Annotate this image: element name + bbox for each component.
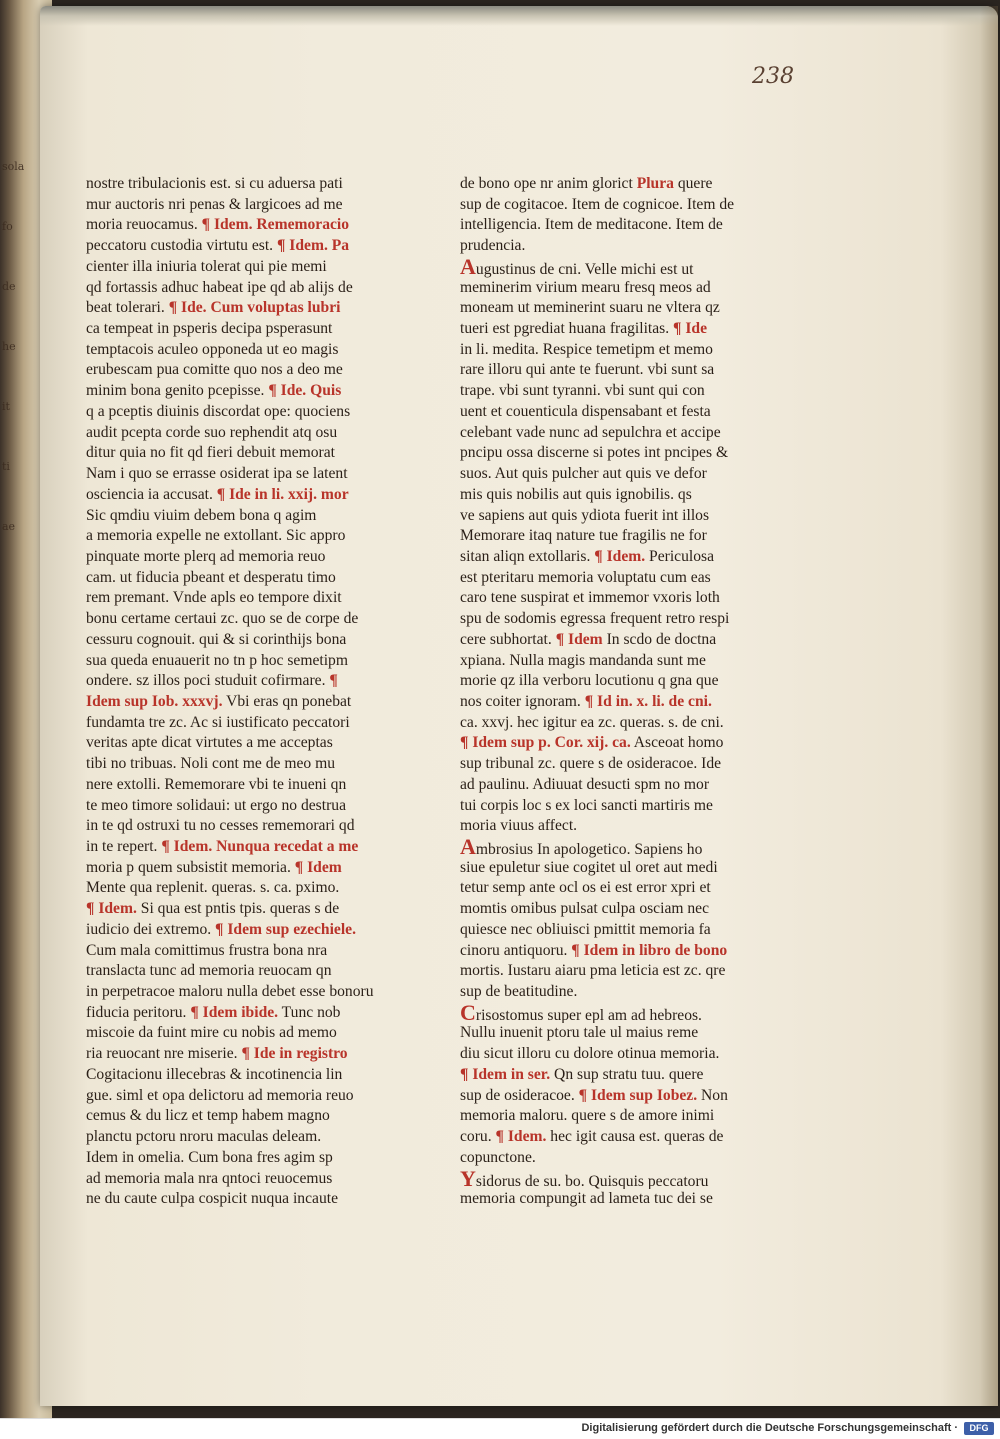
text-run: ugustinus de cni. Velle michi est ut (475, 260, 694, 278)
rubricated-initial: A (460, 837, 476, 858)
rubricated-initial: C (460, 1002, 476, 1024)
text-run: diu sicut illoru cu dolore otinua memoria. (460, 1045, 720, 1063)
text-run: peccatoru custodia virtutu est. (86, 237, 277, 255)
text-line (460, 754, 782, 775)
text-line (460, 547, 782, 568)
rubric-text: ¶ Idem (294, 858, 342, 876)
text-run: suos. Aut quis pulcher aut quis ve defor (460, 465, 707, 483)
text-line (460, 1148, 782, 1169)
text-line (460, 340, 782, 361)
text-run: ditur quia no fit qd fieri debuit memorat (86, 444, 336, 462)
text-line (86, 713, 426, 734)
rubricated-initial: Y (460, 1168, 476, 1190)
text-line (460, 402, 782, 423)
text-run: tui corpis loc s ex loci sancti martiris me (460, 796, 713, 814)
text-line (460, 257, 782, 278)
text-run: tibi no tribuas. Noli cont me de meo mu (86, 755, 336, 773)
rubric-text: ¶ Idem. Rememoracio (201, 216, 350, 234)
text-line (460, 1003, 782, 1024)
text-run: Cum mala comittimus frustra bona nra (86, 941, 328, 959)
text-run: rare illoru qui ante te fuerunt. vbi sunt sa (460, 361, 715, 379)
text-line (460, 733, 782, 754)
text-line (86, 174, 426, 195)
text-line (460, 464, 782, 485)
text-run: xpiana. Nulla magis mandanda sunt me (460, 651, 706, 669)
text-line (460, 899, 782, 920)
text-line (460, 195, 782, 216)
text-line (460, 816, 782, 837)
text-line (86, 1044, 426, 1065)
text-line (86, 961, 426, 982)
text-run: te meo timore solidaui: ut ergo no destrua (86, 796, 346, 814)
text-line (460, 1065, 782, 1086)
text-run: quere (673, 175, 713, 192)
text-line (86, 630, 426, 651)
text-run: moneam ut meminerint suaru ne vltera qz (460, 299, 720, 317)
text-run: ca tempeat in psperis decipa psperasunt (86, 320, 333, 338)
text-run: mis quis nobilis aut quis ignobilis. qs (460, 485, 692, 503)
text-line (86, 340, 426, 361)
text-line (86, 506, 426, 527)
text-run: q a pceptis diuinis discordat ope: quociens (86, 402, 351, 420)
text-run: Asceoat homo (630, 734, 724, 752)
rubric-text: ¶ Idem in ser. (460, 1065, 551, 1083)
text-line (86, 878, 426, 899)
text-run: moria p quem subsistit memoria. (86, 858, 295, 876)
text-run: audit pcepta corde suo rephendit atq osu (86, 423, 338, 441)
text-line (460, 381, 782, 402)
text-run: moria reuocamus. (86, 216, 202, 234)
text-line (460, 443, 782, 464)
text-line (86, 236, 426, 257)
text-run: mortis. Iustaru aiaru pma leticia est zc. qre (460, 962, 726, 980)
text-line (460, 961, 782, 982)
text-run: nostre tribulacionis est. si cu aduersa pati (86, 175, 343, 192)
rubric-text: ¶ Idem. Nunqua recedat a me (161, 838, 359, 855)
text-line (86, 215, 426, 236)
text-line (460, 1044, 782, 1065)
text-run: coru. (460, 1128, 496, 1146)
rubricated-initial: A (460, 256, 476, 278)
text-run: sua queda enuauerit no tn p hoc semetipm (86, 651, 348, 669)
text-line (86, 1106, 426, 1127)
text-line (86, 360, 426, 381)
text-run: prudencia. (460, 237, 526, 255)
text-line (460, 982, 782, 1003)
rubric-text: ¶ Idem sup p. Cor. xij. ca. (460, 734, 631, 752)
text-line (460, 692, 782, 713)
text-line (86, 1148, 426, 1169)
text-line (460, 920, 782, 941)
text-run: translacta tunc ad memoria reuocam qn (86, 962, 332, 980)
footer-bar (0, 1418, 1000, 1439)
rubric-text: Plura (636, 175, 674, 192)
text-run: de bono ope nr anim glorict (460, 175, 637, 192)
rubric-text: ¶ Idem ibide. (190, 1003, 279, 1021)
text-line (86, 651, 426, 672)
rubric-text: Idem sup Iob. xxxvj. (86, 692, 223, 710)
text-line (460, 526, 782, 547)
text-run: qd fortassis adhuc habeat ipe qd ab alijs de (86, 278, 353, 296)
text-run: Non (697, 1086, 728, 1104)
text-run: intelligencia. Item de meditacone. Item de (460, 216, 723, 234)
text-line (460, 713, 782, 734)
text-run: in te qd ostruxi tu no cesses rememorari qd (86, 817, 355, 835)
text-run: in li. medita. Respice temetipm et memo (460, 340, 713, 358)
text-run: Periculosa (645, 547, 714, 565)
text-line (460, 796, 782, 817)
rubric-text: ¶ (329, 672, 338, 690)
text-run: tueri est pgrediat huana fragilitas. (460, 320, 674, 338)
text-line (460, 1106, 782, 1127)
text-run: Qn sup stratu tuu. quere (550, 1065, 704, 1083)
text-run: ad paulinu. Adiuuat desucti spm no mor (460, 775, 710, 793)
text-run: quiesce nec obliuisci pmittit memoria fa (460, 920, 711, 938)
text-run: Nullu inuenit ptoru tale ul maius reme (460, 1024, 699, 1042)
text-line (460, 1169, 782, 1190)
text-line (86, 195, 426, 216)
rubric-text: ¶ Ide in li. xxij. mor (216, 485, 349, 503)
text-run: ondere. sz illos poci studuit cofirmare. (86, 672, 330, 690)
text-line (86, 381, 426, 402)
text-run: ad memoria mala nra qntoci reuocemus (86, 1169, 333, 1187)
dfg-logo: DFG (964, 1422, 994, 1435)
text-line (86, 485, 426, 506)
text-run: risostomus super epl am ad hebreos. (475, 1006, 702, 1024)
text-run: nere extolli. Rememorare vbi te inueni qn (86, 775, 347, 793)
text-line (460, 215, 782, 236)
text-run: Nam i quo se errasse osiderat ipa se latent (86, 465, 348, 483)
text-line (86, 278, 426, 299)
text-line (460, 1086, 782, 1107)
text-run: mbrosius In apologetico. Sapiens ho (475, 841, 703, 858)
text-line (460, 941, 782, 962)
text-line (86, 443, 426, 464)
text-run: cemus & du licz et temp habem magno (86, 1107, 330, 1125)
text-line (86, 1086, 426, 1107)
text-line (86, 692, 426, 713)
text-run: fundamta tre zc. Ac si iustificato peccatori (86, 713, 350, 731)
text-line (86, 609, 426, 630)
text-line (460, 609, 782, 630)
text-line (460, 775, 782, 796)
text-run: In scdo de doctna (602, 630, 717, 648)
previous-leaf-line: sola (2, 160, 25, 173)
text-line (460, 568, 782, 589)
previous-leaf-line: he (2, 340, 16, 353)
text-run: erubescam pua comitte quo nos a deo me (86, 361, 343, 379)
text-line (86, 568, 426, 589)
text-run: temptacois aculeo opponeda ut eo magis (86, 340, 339, 358)
text-run: miscoie da fuint mire cu nobis ad memo (86, 1024, 337, 1042)
text-line (86, 899, 426, 920)
rubric-text: ¶ Ide (673, 320, 708, 338)
text-line (86, 982, 426, 1003)
text-run: ca. xxvj. hec igitur ea zc. queras. s. de cni. (460, 713, 724, 731)
text-run: Vbi eras qn ponebat (222, 692, 352, 710)
text-line (460, 236, 782, 257)
text-line (86, 796, 426, 817)
text-line (86, 526, 426, 547)
text-line (86, 941, 426, 962)
rubric-text: ¶ Idem (555, 630, 603, 648)
rubric-text: ¶ Ide. Quis (268, 382, 342, 400)
text-run: in perpetracoe maloru nulla debet esse bonoru (86, 983, 374, 1001)
text-line (86, 464, 426, 485)
text-line (86, 1023, 426, 1044)
text-line (460, 278, 782, 299)
text-line (86, 298, 426, 319)
text-run: Sic qmdiu viuim debem bona q agim (86, 506, 317, 524)
rubric-text: ¶ Idem in libro de bono (571, 941, 728, 959)
text-line (86, 754, 426, 775)
text-line (460, 319, 782, 340)
text-run: moria viuus affect. (460, 817, 578, 835)
rubric-text: ¶ Idem. (495, 1128, 547, 1146)
text-run: sitan aliqn extollaris. (460, 547, 595, 565)
previous-leaf-line: de (2, 280, 16, 293)
text-run: planctu pctoru nroru maculas deleam. (86, 1128, 322, 1146)
text-run: momtis omibus pulsat culpa osciam nec (460, 900, 710, 918)
text-run: bonu certame certaui zc. quo se de corpe de (86, 610, 359, 628)
text-run: uent et couenticula dispensabant et festa (460, 402, 711, 420)
text-run: nos coiter ignoram. (460, 692, 585, 710)
text-line (460, 1127, 782, 1148)
text-run: spu de sodomis egressa frequent retro respi (460, 610, 730, 628)
text-run: siue epuletur siue cogitet ul oret aut medi (460, 858, 718, 876)
text-line (460, 506, 782, 527)
text-run: cere subhortat. (460, 630, 556, 648)
text-run: memoria compungit ad lameta tuc dei se (460, 1190, 713, 1208)
text-run: hec igit causa est. queras de (546, 1128, 724, 1146)
text-line (460, 1189, 782, 1210)
text-run: Idem in omelia. Cum bona fres agim sp (86, 1148, 333, 1166)
text-line (86, 733, 426, 754)
funding-credit: Digitalisierung gefördert durch die Deutsche Forschungsgemeinschaft · (581, 1422, 958, 1434)
text-run: morie qz illa verboru locutionu q gna que (460, 672, 719, 690)
text-line (86, 423, 426, 444)
text-run: pinquate morte plerq ad memoria reuo (86, 547, 326, 565)
text-line (86, 920, 426, 941)
previous-leaf-line: fo (2, 220, 13, 233)
text-run: Tunc nob (278, 1003, 341, 1021)
text-line (460, 360, 782, 381)
text-run: sup de cogitacoe. Item de cognicoe. Item de (460, 195, 735, 213)
text-line (86, 547, 426, 568)
text-line (86, 319, 426, 340)
text-run: Cogitacionu illecebras & incotinencia lin (86, 1065, 343, 1083)
text-run: copunctone. (460, 1148, 536, 1166)
text-run: tetur semp ante ocl os ei est error xpri et (460, 879, 711, 897)
rubric-text: ¶ Idem sup ezechiele. (215, 920, 356, 938)
rubric-text: ¶ Idem sup Iobez. (578, 1086, 698, 1104)
text-line (86, 816, 426, 837)
text-line (86, 858, 426, 879)
text-line (460, 174, 782, 195)
text-run: ria reuocant nre miserie. (86, 1045, 242, 1063)
text-line (86, 1189, 426, 1210)
text-run: cinoru antiquoru. (460, 941, 572, 959)
left-text-column (86, 174, 426, 1210)
text-run: in te repert. (86, 838, 162, 855)
previous-leaf-line: ae (2, 520, 16, 533)
page-right-edge (980, 6, 998, 1406)
text-line (86, 1127, 426, 1148)
folio-number: 238 (752, 64, 794, 89)
text-run: gue. siml et opa delictoru ad memoria reuo (86, 1086, 354, 1104)
text-run: iudicio dei extremo. (86, 920, 216, 938)
text-run: trape. vbi sunt tyranni. vbi sunt qui con (460, 382, 705, 400)
text-run: beat tolerari. (86, 299, 169, 317)
text-run: cienter illa iniuria tolerat qui pie memi (86, 257, 327, 275)
text-line (460, 651, 782, 672)
text-run: cam. ut fiducia pbeant et desperatu timo (86, 568, 336, 586)
rubric-text: ¶ Idem. (86, 900, 137, 918)
text-run: mur auctoris nri penas & largicoes ad me (86, 195, 343, 213)
text-run: meminerim virium mearu fresq meos ad (460, 278, 711, 296)
text-run: pncipu ossa discerne si potes int pncipes & (460, 444, 729, 462)
text-run: a memoria expelle ne extollant. Sic appro (86, 527, 346, 545)
text-line (86, 402, 426, 423)
rubric-text: ¶ Idem. Pa (276, 237, 350, 255)
text-run: rem premant. Vnde apls eo tempore dixit (86, 589, 342, 607)
text-run: veritas apte dicat virtutes a me acceptas (86, 734, 333, 752)
book-page (40, 6, 998, 1406)
text-run: minim bona genito pcepisse. (86, 382, 269, 400)
text-run: sidorus de su. bo. Quisquis peccatoru (475, 1172, 709, 1190)
right-text-column (460, 174, 782, 1210)
text-line (86, 671, 426, 692)
text-line (460, 485, 782, 506)
text-run: sup de osideracoe. (460, 1086, 579, 1104)
text-run: caro tene suspirat et immemor vxoris loth (460, 589, 720, 607)
text-line (460, 858, 782, 879)
rubric-text: ¶ Ide. Cum voluptas lubri (168, 299, 341, 317)
text-run: ve sapiens aut quis ydiota fuerit int illos (460, 506, 710, 524)
text-run: est pteritaru memoria voluptatu cum eas (460, 568, 711, 586)
text-line (86, 257, 426, 278)
text-line (86, 1003, 426, 1024)
text-run: cessuru cognouit. qui & si corinthijs bona (86, 630, 347, 648)
text-line (460, 878, 782, 899)
text-run: Memorare itaq nature tue fragilis ne for (460, 527, 707, 545)
previous-leaf-line: ti (2, 460, 10, 473)
text-run: memoria maloru. quere s de amore inimi (460, 1107, 715, 1125)
text-line (460, 671, 782, 692)
text-line (86, 588, 426, 609)
text-line (460, 630, 782, 651)
text-line (86, 1065, 426, 1086)
text-line (460, 588, 782, 609)
text-run: sup tribunal zc. quere s de osideracoe. Ide (460, 755, 722, 773)
text-run: Mente qua replenit. queras. s. ca. pximo. (86, 879, 340, 897)
text-line (460, 837, 782, 858)
text-run: sup de beatitudine. (460, 983, 578, 1001)
text-run: ne du caute culpa cospicit nuqua incaute (86, 1190, 338, 1208)
text-line (86, 1169, 426, 1190)
text-run: celebant vade nunc ad sepulchra et accipe (460, 423, 721, 441)
text-line (460, 298, 782, 319)
text-line (86, 775, 426, 796)
rubric-text: ¶ Idem. (594, 547, 646, 565)
text-line (460, 423, 782, 444)
text-line (86, 837, 426, 858)
rubric-text: ¶ Id in. x. li. de cni. (584, 692, 712, 710)
text-run: osciencia ia accusat. (86, 485, 217, 503)
rubric-text: ¶ Ide in registro (241, 1045, 348, 1063)
text-line (460, 1023, 782, 1044)
text-run: Si qua est pntis tpis. queras s de (136, 900, 340, 918)
page-top-edge (40, 6, 998, 26)
previous-leaf-line: it (2, 400, 10, 413)
text-run: fiducia peritoru. (86, 1003, 191, 1021)
